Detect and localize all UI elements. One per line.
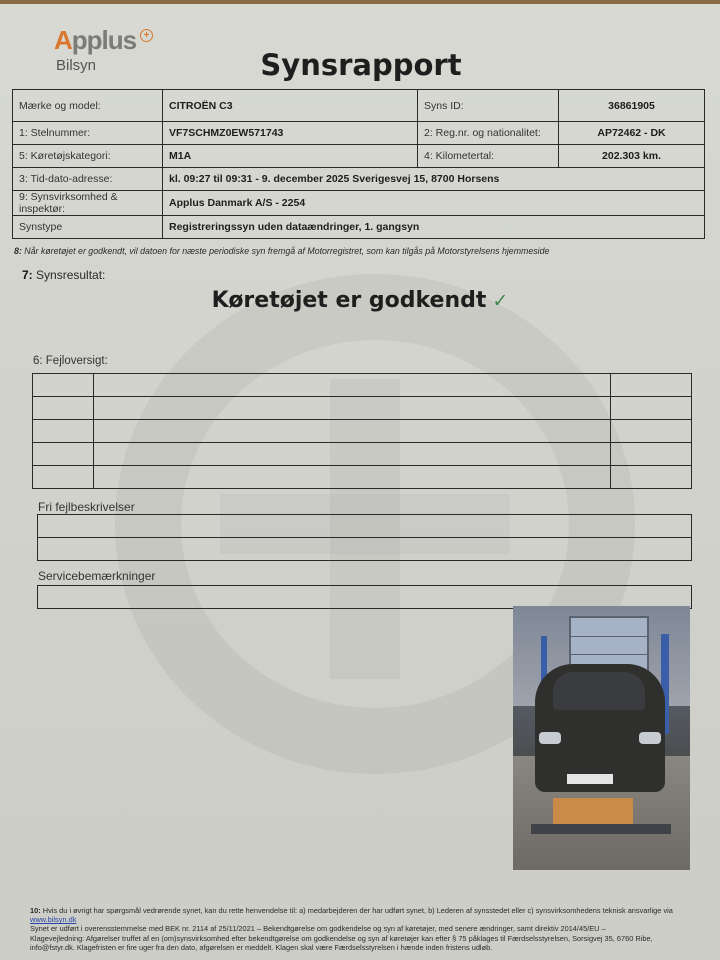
- footer-note-10: 10: Hvis du i øvrigt har spørgsmål vedrørende synet, kan du rette henvendelse til: a) medarbejderen der har udført synet, b) Lederen af synsstedet eller c) synsvirksomhedens teknisk ansvarlige via www.bilsyn.dk: [30, 906, 673, 925]
- footer-complaint: Klagevejledning: Afgørelser truffet af en (om)synsvirksomhed efter bekendtgørelse om godkendelse og syn af køretøjer kan efter § 75 påklages til Færdselsstyrelsen, Sorsigvej 35, 6760 Ribe, info@fstyr.dk. Klagefristen er fire uger fra den dato, afgørelsen er meddelt. Klagen skal være Færdselsstyrelsen i hænde inden fristens udløb.: [30, 933, 653, 952]
- syns-id-label: Syns ID:: [418, 90, 559, 122]
- km-value: 202.303 km.: [559, 145, 705, 168]
- table-row: [13, 90, 705, 122]
- make-model-label: Mærke og model:: [13, 90, 163, 122]
- table-row: [33, 443, 692, 466]
- bilsyn-link[interactable]: www.bilsyn.dk: [30, 915, 77, 925]
- fri-fejl-line: [38, 515, 691, 538]
- table-row: [33, 466, 692, 489]
- logo-wordmark: Applus: [54, 25, 137, 55]
- km-label: 4: Kilometertal:: [418, 145, 559, 168]
- vin-value: VF7SCHMZ0EW571743: [163, 122, 418, 145]
- category-label: 5: Køretøjskategori:: [13, 145, 163, 168]
- reg-label: 2: Reg.nr. og nationalitet:: [418, 122, 559, 145]
- service-label: Servicebemærkninger: [38, 569, 156, 583]
- company-value: Applus Danmark A/S - 2254: [163, 191, 705, 216]
- reg-value: AP72462 - DK: [559, 122, 705, 145]
- time-label: 3: Tid-dato-adresse:: [13, 168, 163, 191]
- company-label: 9: Synsvirksomhed & inspektør:: [13, 191, 163, 216]
- type-value: Registreringssyn uden dataændringer, 1. gangsyn: [163, 216, 705, 239]
- page-title: Synsrapport: [260, 48, 462, 82]
- vehicle-photo: [513, 606, 690, 870]
- fri-fejl-line: [38, 538, 691, 560]
- table-row: [33, 374, 692, 397]
- type-label: Synstype: [13, 216, 163, 239]
- result-label: 7: Synsresultat:: [22, 268, 106, 282]
- fri-fejl-label: Fri fejlbeskrivelser: [38, 500, 135, 514]
- fejloversigt-label: 6: Fejloversigt:: [33, 355, 108, 367]
- make-model-value: CITROËN C3: [163, 90, 418, 122]
- vehicle-info-table: [12, 89, 705, 239]
- license-plate: [567, 774, 613, 784]
- footer-notes: [30, 906, 695, 952]
- report-page: [0, 4, 720, 960]
- logo-plus-icon: +: [140, 29, 153, 42]
- result-status: Køretøjet er godkendt ✓: [211, 288, 509, 313]
- service-line: [38, 586, 691, 608]
- table-row: [13, 122, 705, 145]
- time-value: kl. 09:27 til 09:31 - 9. december 2025 Sverigesvej 15, 8700 Horsens: [163, 168, 705, 191]
- fri-fejl-box: [37, 514, 692, 561]
- syns-id-value: 36861905: [559, 90, 705, 122]
- table-row: [13, 216, 705, 239]
- table-row: [33, 420, 692, 443]
- vin-label: 1: Stelnummer:: [13, 122, 163, 145]
- note-8: 8: Når køretøjet er godkendt, vil datoen for næste periodiske syn fremgå af Motorregistret, som kan tilgås på Motorstyrelsens hjemmeside: [14, 246, 550, 256]
- category-value: M1A: [163, 145, 418, 168]
- fejloversigt-table: [32, 373, 692, 489]
- footer-law: Synet er udført i overensstemmelse med BEK nr. 2114 af 25/11/2021 – Bekendtgørelse om godkendelse og syn af køretøjer, med senere ændringer, samt direktiv 2014/45/EU –: [30, 924, 606, 934]
- table-row: [13, 145, 705, 168]
- check-icon: ✓: [492, 290, 509, 312]
- table-row: [13, 168, 705, 191]
- logo-subtitle: Bilsyn: [56, 57, 97, 74]
- table-row: [33, 397, 692, 420]
- table-row: [13, 191, 705, 216]
